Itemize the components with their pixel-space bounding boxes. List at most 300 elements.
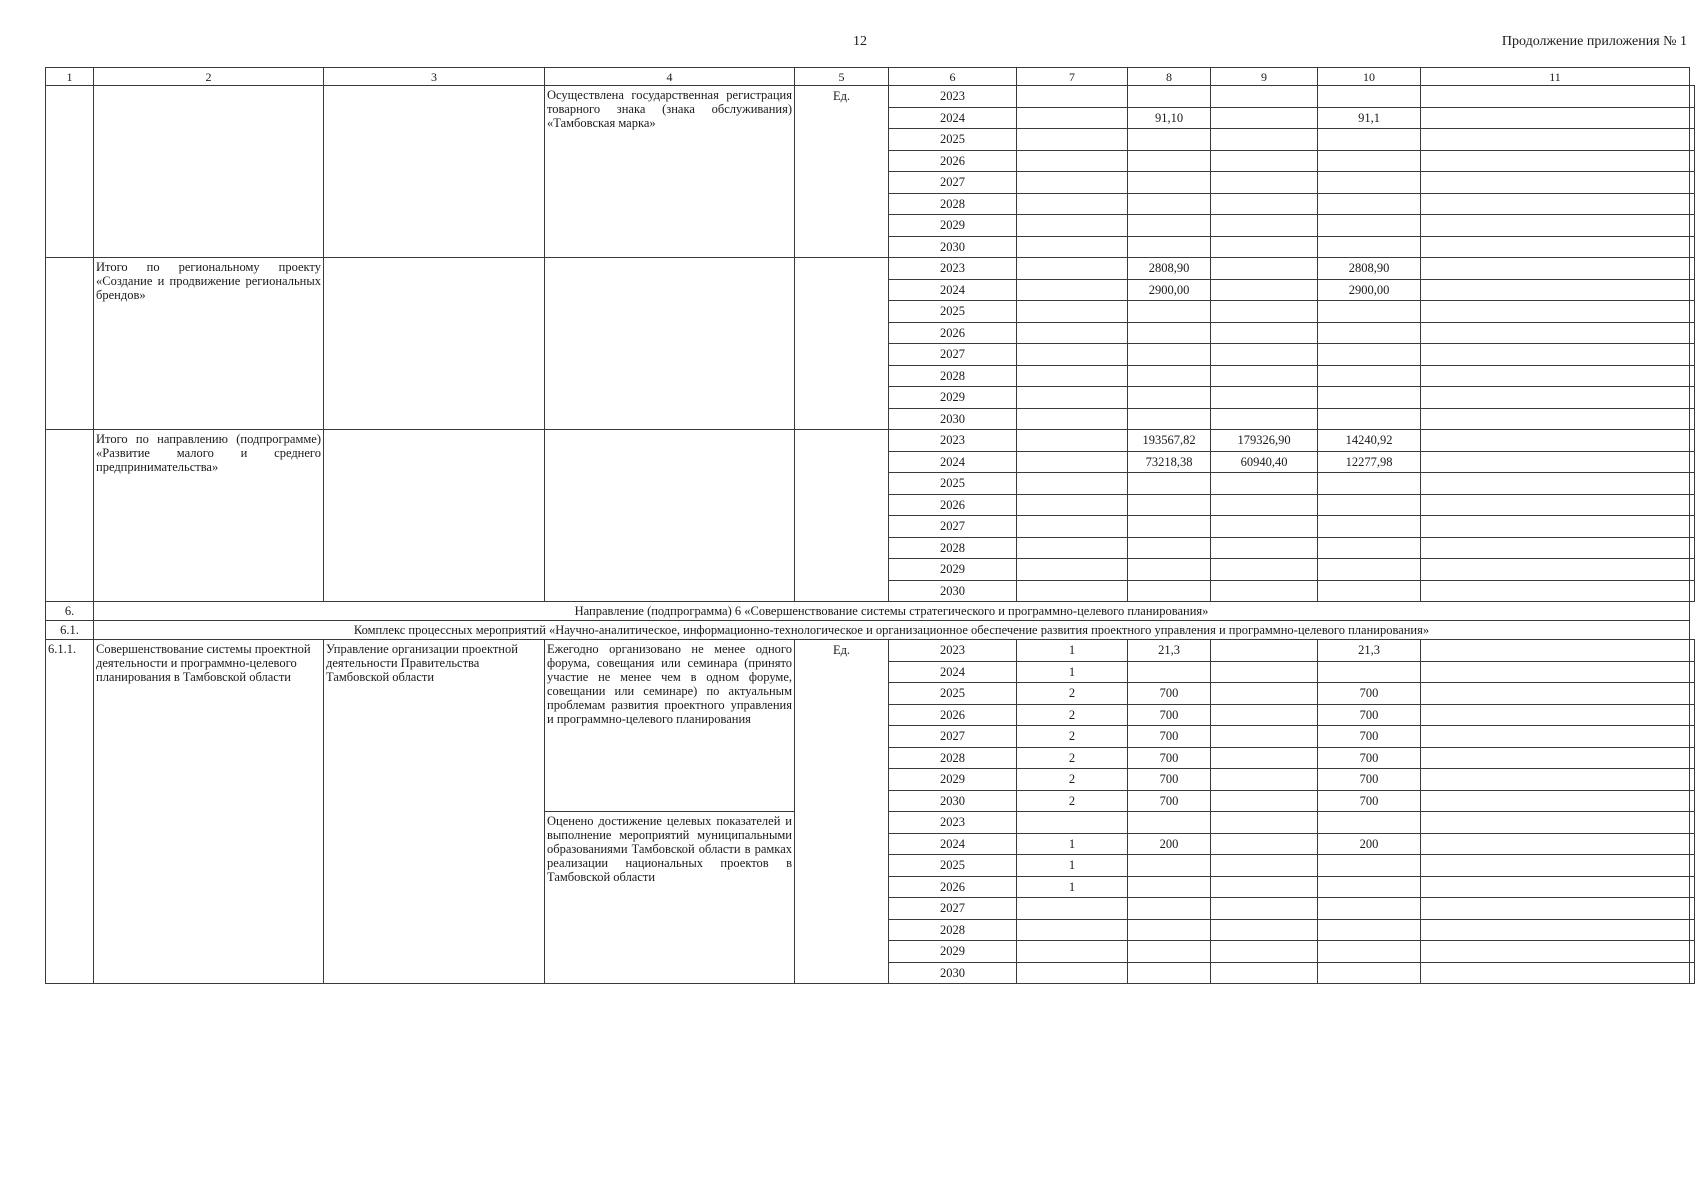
- value-c7: 700: [1128, 747, 1211, 769]
- value-c6: 2: [1017, 683, 1128, 705]
- value-c6: 2: [1017, 704, 1128, 726]
- value-c6: 1: [1017, 661, 1128, 683]
- value-c10: [1421, 919, 1690, 941]
- value-c10: [1421, 365, 1690, 387]
- value-c10: [1421, 344, 1690, 366]
- value-c10: [1421, 537, 1690, 559]
- value-c10: [1421, 661, 1690, 683]
- value-c9: 14240,92: [1318, 430, 1421, 452]
- year-cell: 2029: [889, 387, 1017, 409]
- year-cell: 2027: [889, 172, 1017, 194]
- value-c11: [1690, 236, 1695, 258]
- value-c7: 2808,90: [1128, 258, 1211, 280]
- year-cell: 2030: [889, 962, 1017, 984]
- value-c9: [1318, 661, 1421, 683]
- value-c10: [1421, 790, 1690, 812]
- value-c8: [1211, 279, 1318, 301]
- cell-unit: [795, 430, 889, 602]
- section-row: [46, 602, 1695, 621]
- value-c11: [1690, 726, 1695, 748]
- value-c6: [1017, 301, 1128, 323]
- value-c6: 1: [1017, 833, 1128, 855]
- value-c6: [1017, 215, 1128, 237]
- value-c11: [1690, 408, 1695, 430]
- value-c11: [1690, 898, 1695, 920]
- value-c9: [1318, 516, 1421, 538]
- value-c11: [1690, 747, 1695, 769]
- value-c8: [1211, 580, 1318, 602]
- page-number: 12: [853, 34, 867, 49]
- value-c11: [1690, 86, 1695, 108]
- value-c8: [1211, 365, 1318, 387]
- year-cell: 2030: [889, 408, 1017, 430]
- value-c9: [1318, 473, 1421, 495]
- value-c8: 60940,40: [1211, 451, 1318, 473]
- value-c7: [1128, 86, 1211, 108]
- value-c8: [1211, 833, 1318, 855]
- value-c9: 2900,00: [1318, 279, 1421, 301]
- value-c11: [1690, 537, 1695, 559]
- value-c10: [1421, 833, 1690, 855]
- value-c10: [1421, 855, 1690, 877]
- value-c7: [1128, 494, 1211, 516]
- value-c6: [1017, 408, 1128, 430]
- value-c7: [1128, 919, 1211, 941]
- value-c11: [1690, 301, 1695, 323]
- value-c6: [1017, 193, 1128, 215]
- year-cell: 2030: [889, 236, 1017, 258]
- cell-executor: [324, 430, 545, 602]
- year-cell: 2027: [889, 516, 1017, 538]
- year-cell: 2027: [889, 726, 1017, 748]
- year-cell: 2029: [889, 215, 1017, 237]
- value-c8: [1211, 322, 1318, 344]
- value-c11: [1690, 516, 1695, 538]
- year-cell: 2029: [889, 559, 1017, 581]
- value-c8: [1211, 919, 1318, 941]
- year-cell: 2023: [889, 812, 1017, 834]
- value-c7: [1128, 172, 1211, 194]
- section-title: Направление (подпрограмма) 6 «Совершенствование системы стратегического и программно-целевого планирования»: [94, 602, 1690, 621]
- value-c9: 91,1: [1318, 107, 1421, 129]
- value-c11: [1690, 107, 1695, 129]
- column-header-11: 11: [1421, 68, 1690, 86]
- value-c10: [1421, 876, 1690, 898]
- value-c11: [1690, 473, 1695, 495]
- value-c8: 179326,90: [1211, 430, 1318, 452]
- value-c6: [1017, 258, 1128, 280]
- value-c9: [1318, 537, 1421, 559]
- value-c8: [1211, 258, 1318, 280]
- value-c10: [1421, 193, 1690, 215]
- value-c7: [1128, 322, 1211, 344]
- value-c11: [1690, 387, 1695, 409]
- value-c9: [1318, 559, 1421, 581]
- value-c11: [1690, 129, 1695, 151]
- value-c9: [1318, 494, 1421, 516]
- item-number: 6.1.1.: [46, 640, 94, 984]
- year-cell: 2026: [889, 494, 1017, 516]
- value-c6: [1017, 962, 1128, 984]
- value-c6: [1017, 172, 1128, 194]
- value-c10: [1421, 107, 1690, 129]
- value-c6: [1017, 580, 1128, 602]
- value-c7: [1128, 193, 1211, 215]
- value-c11: [1690, 365, 1695, 387]
- year-cell: 2029: [889, 941, 1017, 963]
- value-c8: [1211, 150, 1318, 172]
- value-c7: 700: [1128, 683, 1211, 705]
- value-c11: [1690, 172, 1695, 194]
- value-c9: 700: [1318, 747, 1421, 769]
- value-c7: [1128, 559, 1211, 581]
- value-c10: [1421, 430, 1690, 452]
- value-c8: [1211, 86, 1318, 108]
- value-c7: [1128, 365, 1211, 387]
- value-c8: [1211, 683, 1318, 705]
- column-header-3: 3: [324, 68, 545, 86]
- value-c6: [1017, 387, 1128, 409]
- value-c11: [1690, 683, 1695, 705]
- value-c11: [1690, 215, 1695, 237]
- value-c11: [1690, 790, 1695, 812]
- subsection-row: [46, 621, 1695, 640]
- value-c7: [1128, 129, 1211, 151]
- value-c10: [1421, 322, 1690, 344]
- year-cell: 2027: [889, 344, 1017, 366]
- value-c8: [1211, 559, 1318, 581]
- year-cell: 2025: [889, 683, 1017, 705]
- value-c11: [1690, 704, 1695, 726]
- value-c10: [1421, 683, 1690, 705]
- value-c8: [1211, 747, 1318, 769]
- year-cell: 2026: [889, 322, 1017, 344]
- value-c10: [1421, 387, 1690, 409]
- value-c7: [1128, 344, 1211, 366]
- value-c7: 2900,00: [1128, 279, 1211, 301]
- value-c8: [1211, 494, 1318, 516]
- year-cell: 2025: [889, 473, 1017, 495]
- column-header-7: 7: [1017, 68, 1128, 86]
- value-c10: [1421, 215, 1690, 237]
- value-c7: [1128, 941, 1211, 963]
- value-c8: [1211, 473, 1318, 495]
- item-result-a: Ежегодно организовано не менее одного форума, совещания или семинара (принято участие не менее чем в одном форуме, совещании или семинаре) по актуальным проблемам развития проектного управления и программно-целевого планирования: [545, 640, 795, 812]
- value-c8: [1211, 516, 1318, 538]
- value-c7: [1128, 301, 1211, 323]
- value-c7: [1128, 537, 1211, 559]
- value-c8: [1211, 855, 1318, 877]
- cell-number: [46, 86, 94, 258]
- column-header-1: 1: [46, 68, 94, 86]
- value-c8: [1211, 301, 1318, 323]
- value-c11: [1690, 580, 1695, 602]
- value-c9: [1318, 215, 1421, 237]
- value-c10: [1421, 86, 1690, 108]
- value-c11: [1690, 494, 1695, 516]
- value-c9: [1318, 365, 1421, 387]
- table-row: [46, 258, 1695, 280]
- value-c11: [1690, 855, 1695, 877]
- value-c9: 700: [1318, 769, 1421, 791]
- value-c7: 91,10: [1128, 107, 1211, 129]
- year-cell: 2023: [889, 258, 1017, 280]
- value-c9: [1318, 919, 1421, 941]
- cell-unit: [795, 258, 889, 430]
- value-c6: [1017, 494, 1128, 516]
- value-c11: [1690, 962, 1695, 984]
- value-c6: [1017, 279, 1128, 301]
- value-c9: 12277,98: [1318, 451, 1421, 473]
- value-c8: [1211, 726, 1318, 748]
- value-c11: [1690, 279, 1695, 301]
- value-c9: [1318, 301, 1421, 323]
- value-c8: [1211, 962, 1318, 984]
- value-c7: [1128, 898, 1211, 920]
- value-c11: [1690, 193, 1695, 215]
- value-c7: [1128, 962, 1211, 984]
- year-cell: 2025: [889, 129, 1017, 151]
- value-c9: [1318, 580, 1421, 602]
- value-c6: [1017, 559, 1128, 581]
- value-c10: [1421, 580, 1690, 602]
- value-c9: [1318, 172, 1421, 194]
- value-c9: [1318, 876, 1421, 898]
- value-c9: [1318, 86, 1421, 108]
- year-cell: 2030: [889, 790, 1017, 812]
- value-c8: [1211, 236, 1318, 258]
- cell-result: [545, 258, 795, 430]
- value-c9: [1318, 812, 1421, 834]
- year-cell: 2023: [889, 86, 1017, 108]
- year-cell: 2029: [889, 769, 1017, 791]
- table-row: [46, 640, 1695, 662]
- value-c8: [1211, 215, 1318, 237]
- year-cell: 2023: [889, 640, 1017, 662]
- value-c10: [1421, 172, 1690, 194]
- value-c9: [1318, 344, 1421, 366]
- value-c9: 200: [1318, 833, 1421, 855]
- value-c9: [1318, 855, 1421, 877]
- value-c8: [1211, 661, 1318, 683]
- value-c6: 2: [1017, 790, 1128, 812]
- value-c8: [1211, 640, 1318, 662]
- value-c7: [1128, 855, 1211, 877]
- cell-name: [94, 86, 324, 258]
- value-c10: [1421, 898, 1690, 920]
- section-number: 6.: [46, 602, 94, 621]
- year-cell: 2025: [889, 301, 1017, 323]
- value-c10: [1421, 726, 1690, 748]
- cell-result: Осуществлена государственная регистрация товарного знака (знака обслуживания) «Тамбовская марка»: [545, 86, 795, 258]
- cell-executor: [324, 258, 545, 430]
- value-c8: [1211, 172, 1318, 194]
- year-cell: 2028: [889, 193, 1017, 215]
- value-c7: 21,3: [1128, 640, 1211, 662]
- value-c9: 2808,90: [1318, 258, 1421, 280]
- value-c6: 1: [1017, 855, 1128, 877]
- column-header-6: 6: [889, 68, 1017, 86]
- value-c8: [1211, 898, 1318, 920]
- value-c6: [1017, 107, 1128, 129]
- cell-name: Итого по региональному проекту «Создание и продвижение региональных брендов»: [94, 258, 324, 430]
- value-c11: [1690, 451, 1695, 473]
- value-c6: [1017, 516, 1128, 538]
- item-result-b: Оценено достижение целевых показателей и выполнение мероприятий муниципальными образованиями Тамбовской области в рамках реализации национальных проектов в Тамбовской области: [545, 812, 795, 984]
- item-executor: Управление организации проектной деятельности Правительства Тамбовской области: [324, 640, 545, 984]
- value-c7: [1128, 387, 1211, 409]
- subsection-title: Комплекс процессных мероприятий «Научно-аналитическое, информационно-технологическое и организационное обеспечение развития проектного управления и программно-целевого планирования»: [94, 621, 1690, 640]
- value-c6: 1: [1017, 640, 1128, 662]
- value-c9: [1318, 236, 1421, 258]
- value-c10: [1421, 129, 1690, 151]
- value-c9: 700: [1318, 726, 1421, 748]
- value-c10: [1421, 301, 1690, 323]
- value-c7: [1128, 516, 1211, 538]
- value-c11: [1690, 919, 1695, 941]
- value-c8: [1211, 387, 1318, 409]
- value-c6: [1017, 430, 1128, 452]
- year-cell: 2026: [889, 150, 1017, 172]
- value-c8: [1211, 344, 1318, 366]
- year-cell: 2026: [889, 876, 1017, 898]
- value-c10: [1421, 408, 1690, 430]
- value-c7: 700: [1128, 704, 1211, 726]
- value-c6: [1017, 537, 1128, 559]
- value-c9: [1318, 129, 1421, 151]
- value-c6: 2: [1017, 726, 1128, 748]
- value-c9: 700: [1318, 683, 1421, 705]
- column-header-5: 5: [795, 68, 889, 86]
- value-c11: [1690, 150, 1695, 172]
- value-c10: [1421, 812, 1690, 834]
- value-c11: [1690, 640, 1695, 662]
- value-c11: [1690, 430, 1695, 452]
- year-cell: 2028: [889, 747, 1017, 769]
- value-c7: [1128, 812, 1211, 834]
- value-c9: [1318, 193, 1421, 215]
- value-c11: [1690, 322, 1695, 344]
- value-c9: 21,3: [1318, 640, 1421, 662]
- value-c6: [1017, 150, 1128, 172]
- value-c8: [1211, 408, 1318, 430]
- value-c9: 700: [1318, 790, 1421, 812]
- value-c8: [1211, 812, 1318, 834]
- cell-executor: [324, 86, 545, 258]
- value-c9: [1318, 941, 1421, 963]
- value-c11: [1690, 833, 1695, 855]
- value-c9: [1318, 387, 1421, 409]
- column-header-8: 8: [1128, 68, 1211, 86]
- value-c6: 2: [1017, 747, 1128, 769]
- value-c10: [1421, 704, 1690, 726]
- column-header-9: 9: [1211, 68, 1318, 86]
- year-cell: 2028: [889, 365, 1017, 387]
- value-c6: [1017, 898, 1128, 920]
- value-c10: [1421, 279, 1690, 301]
- value-c7: 73218,38: [1128, 451, 1211, 473]
- column-header-2: 2: [94, 68, 324, 86]
- year-cell: 2024: [889, 279, 1017, 301]
- value-c6: [1017, 344, 1128, 366]
- value-c11: [1690, 812, 1695, 834]
- value-c8: [1211, 876, 1318, 898]
- value-c9: [1318, 150, 1421, 172]
- cell-number: [46, 430, 94, 602]
- value-c9: [1318, 898, 1421, 920]
- value-c6: 1: [1017, 876, 1128, 898]
- value-c11: [1690, 344, 1695, 366]
- value-c6: 2: [1017, 769, 1128, 791]
- value-c10: [1421, 494, 1690, 516]
- cell-number: [46, 258, 94, 430]
- value-c11: [1690, 559, 1695, 581]
- subsection-number: 6.1.: [46, 621, 94, 640]
- year-cell: 2023: [889, 430, 1017, 452]
- value-c7: [1128, 236, 1211, 258]
- value-c10: [1421, 236, 1690, 258]
- program-table: [45, 67, 1695, 984]
- value-c7: [1128, 661, 1211, 683]
- value-c10: [1421, 559, 1690, 581]
- item-unit: Ед.: [795, 640, 889, 984]
- value-c7: [1128, 876, 1211, 898]
- value-c7: [1128, 215, 1211, 237]
- value-c7: 200: [1128, 833, 1211, 855]
- value-c6: [1017, 451, 1128, 473]
- value-c8: [1211, 790, 1318, 812]
- value-c10: [1421, 747, 1690, 769]
- appendix-continuation-label: Продолжение приложения № 1: [1501, 34, 1687, 49]
- year-cell: 2024: [889, 107, 1017, 129]
- value-c8: [1211, 941, 1318, 963]
- cell-result: [545, 430, 795, 602]
- value-c6: [1017, 473, 1128, 495]
- value-c8: [1211, 107, 1318, 129]
- year-cell: 2028: [889, 919, 1017, 941]
- value-c7: 700: [1128, 769, 1211, 791]
- value-c9: [1318, 962, 1421, 984]
- value-c11: [1690, 769, 1695, 791]
- value-c6: [1017, 919, 1128, 941]
- value-c11: [1690, 258, 1695, 280]
- value-c7: [1128, 408, 1211, 430]
- value-c8: [1211, 537, 1318, 559]
- value-c10: [1421, 769, 1690, 791]
- value-c7: 700: [1128, 726, 1211, 748]
- value-c8: [1211, 129, 1318, 151]
- value-c9: 700: [1318, 704, 1421, 726]
- cell-unit: Ед.: [795, 86, 889, 258]
- item-name: Совершенствование системы проектной деятельности и программно-целевого планирования в Тамбовской области: [94, 640, 324, 984]
- value-c6: [1017, 86, 1128, 108]
- value-c7: [1128, 580, 1211, 602]
- value-c7: 700: [1128, 790, 1211, 812]
- value-c9: [1318, 322, 1421, 344]
- value-c7: [1128, 473, 1211, 495]
- value-c10: [1421, 473, 1690, 495]
- value-c10: [1421, 150, 1690, 172]
- value-c6: [1017, 129, 1128, 151]
- value-c8: [1211, 704, 1318, 726]
- value-c10: [1421, 962, 1690, 984]
- cell-name: Итого по направлению (подпрограмме) «Развитие малого и среднего предпринимательства»: [94, 430, 324, 602]
- value-c10: [1421, 451, 1690, 473]
- value-c10: [1421, 258, 1690, 280]
- column-header-10: 10: [1318, 68, 1421, 86]
- table-row: [46, 86, 1695, 108]
- value-c6: [1017, 236, 1128, 258]
